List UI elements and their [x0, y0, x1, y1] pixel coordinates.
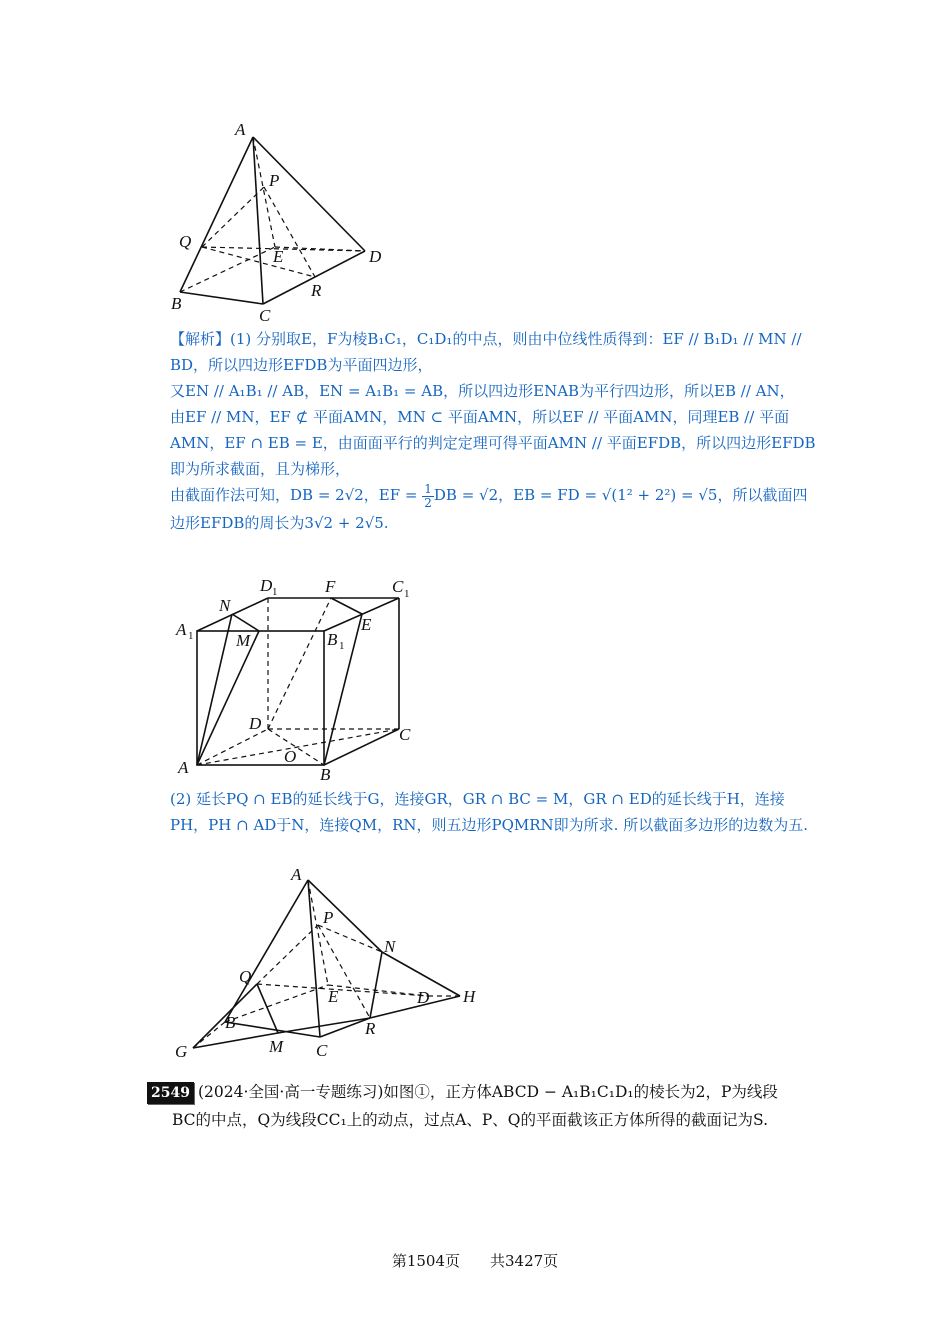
figure-pyramid-1 [165, 115, 395, 330]
label-O: O [284, 747, 297, 766]
solution-text-2 [170, 786, 820, 838]
label-B: B [225, 1013, 236, 1032]
label-E: E [361, 615, 372, 634]
figure-cube [170, 573, 430, 783]
label-D: D [417, 988, 430, 1007]
solution-para-3: 由EF // MN，EF ⊄ 平面AMN，MN ⊂ 平面AMN，所以EF // 平面AMN，同理EB // 平面AMN，EF ∩ EB = E，由面面平行的判定定理可得平面AMN // 平面EFDB，所以四边形EFDB即为所求截面，且为梯形， [170, 408, 816, 478]
label-C: C [259, 306, 271, 325]
figure-pyramid-2 [165, 862, 495, 1067]
label-B: B [171, 294, 182, 313]
label-F: F [325, 577, 336, 596]
problem-number-badge: 2549 [147, 1082, 194, 1104]
page-footer: 第1504页 共3427页 [391, 1252, 559, 1270]
problem-line-2: BC的中点，Q为线段CC₁上的动点，过点A、P、Q的平面截该正方体所得的截面记为S. [172, 1111, 769, 1129]
label-G: G [175, 1042, 188, 1061]
label-A1: A [176, 620, 187, 639]
label-H: H [463, 987, 476, 1006]
label-P: P [323, 908, 334, 927]
solution-text [170, 326, 820, 536]
label-R: R [311, 281, 322, 300]
solution-para-1: 【解析】(1) 分别取E，F为棱B₁C₁，C₁D₁的中点，则由中位线性质得到：EF // B₁D₁ // MN // BD，所以四边形EFDB为平面四边形， [170, 330, 802, 374]
label-P: P [269, 171, 280, 190]
label-B1: B [327, 630, 338, 649]
label-A: A [235, 120, 246, 139]
solution-para-2: 又EN // A₁B₁ // AB，EN = A₁B₁ = AB，所以四边形ENAB为平行四边形，所以EB // AN， [170, 382, 795, 400]
solution-tag: 【解析】 [170, 330, 231, 348]
label-B: B [320, 765, 331, 783]
label-R: R [365, 1019, 376, 1038]
svg-text:1: 1 [188, 630, 194, 642]
svg-text:1: 1 [339, 640, 345, 652]
label-D: D [369, 247, 382, 266]
label-A: A [178, 758, 189, 777]
solution-para-5: (2) 延长PQ ∩ EB的延长线于G，连接GR，GR ∩ BC = M，GR ∩ ED的延长线于H，连接PH，PH ∩ AD于N，连接QM，RN，则五边形PQMRN即为所求. 所以截面多边形的边数为五. [170, 790, 808, 834]
label-E: E [328, 987, 339, 1006]
label-C1: C [392, 577, 404, 596]
label-C: C [316, 1041, 328, 1060]
label-N: N [219, 596, 231, 615]
label-D: D [249, 714, 262, 733]
label-E: E [273, 247, 284, 266]
problem-line-1: 2549 (2024·全国·高一专题练习)如图①，正方体ABCD − A₁B₁C₁D₁的棱长为2，P为线段 [147, 1078, 827, 1106]
label-Q: Q [179, 232, 192, 251]
label-M: M [236, 631, 251, 650]
svg-text:1: 1 [404, 588, 410, 600]
label-A: A [291, 865, 302, 884]
fraction-one-half: $\frac{1}{2}$ [424, 481, 432, 510]
solution-para-4: 由截面作法可知，DB = 2√2，EF = $\frac{1}{2}$ DB = √2，EB = FD = √(1² + 2²) = √5，所以截面四边形EFDB的周长为3√2 + 2√5. [170, 481, 808, 532]
label-Q: Q [239, 967, 252, 986]
label-N: N [384, 937, 396, 956]
label-M: M [269, 1037, 284, 1056]
svg-text:1: 1 [272, 586, 278, 598]
problem-2549 [147, 1078, 827, 1134]
label-C: C [399, 725, 411, 744]
label-D1: D [260, 576, 273, 595]
